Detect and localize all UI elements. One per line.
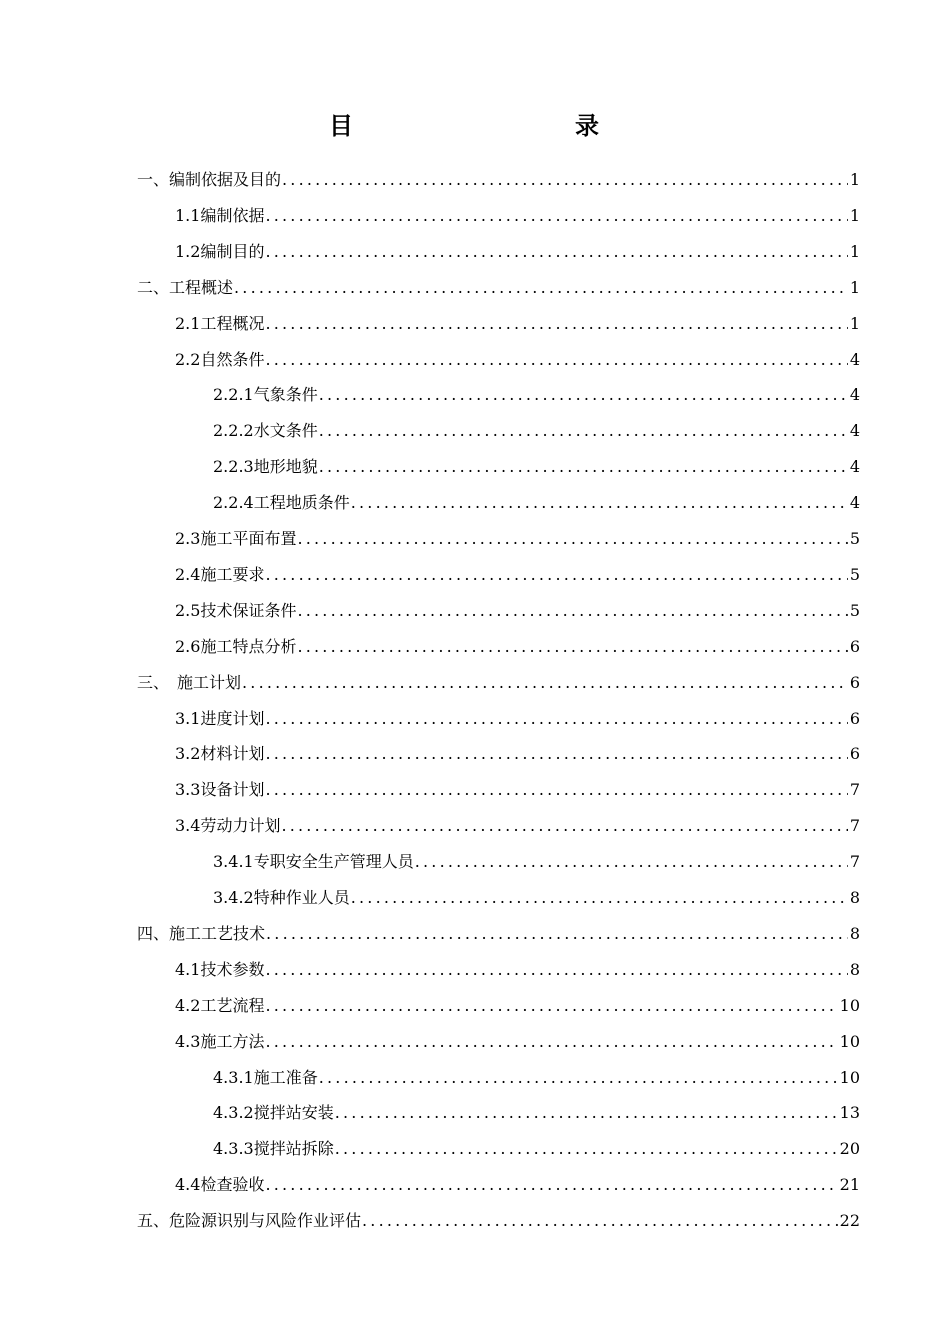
toc-entry[interactable] bbox=[175, 593, 860, 629]
toc-entry[interactable] bbox=[175, 629, 860, 665]
toc-entry[interactable] bbox=[213, 1131, 860, 1167]
dot-leader bbox=[319, 1060, 838, 1096]
toc-entry[interactable] bbox=[213, 377, 860, 413]
toc-entry-label: 五、危险源识别与风险作业评估 bbox=[137, 1211, 362, 1231]
dot-leader bbox=[351, 485, 848, 521]
dot-leader bbox=[362, 1203, 838, 1239]
toc-entry[interactable] bbox=[213, 449, 860, 485]
toc-entry[interactable] bbox=[175, 306, 860, 342]
toc-entry[interactable] bbox=[175, 557, 860, 593]
toc-entry-page-number: 4 bbox=[849, 349, 860, 369]
toc-entry-page-number: 7 bbox=[849, 816, 860, 836]
toc-entry[interactable] bbox=[137, 1203, 860, 1239]
toc-entry-page-number: 1 bbox=[849, 241, 860, 261]
toc-entry[interactable] bbox=[175, 808, 860, 844]
toc-entry-label: 二、工程概述 bbox=[137, 277, 234, 297]
toc-entry-label: 2.5技术保证条件 bbox=[175, 600, 297, 620]
dot-leader bbox=[265, 198, 847, 234]
toc-entry-page-number: 7 bbox=[849, 780, 860, 800]
toc-entry-label: 4.3.1施工准备 bbox=[213, 1067, 318, 1087]
dot-leader bbox=[242, 665, 848, 701]
toc-entry[interactable] bbox=[175, 952, 860, 988]
toc-entry[interactable] bbox=[175, 521, 860, 557]
toc-entry-page-number: 8 bbox=[849, 959, 860, 979]
toc-entry-label: 2.2.1气象条件 bbox=[213, 385, 318, 405]
dot-leader bbox=[319, 413, 848, 449]
toc-entry-label: 4.1技术参数 bbox=[175, 959, 265, 979]
toc-entry-label: 3.4.2特种作业人员 bbox=[213, 888, 350, 907]
toc-entry-label: 3.1进度计划 bbox=[175, 708, 265, 728]
toc-entry-label: 2.6施工特点分析 bbox=[175, 636, 297, 656]
toc-entry-page-number: 1 bbox=[849, 170, 860, 189]
toc-entry[interactable] bbox=[137, 270, 860, 306]
dot-leader bbox=[335, 1095, 838, 1131]
toc-entry-page-number: 1 bbox=[849, 277, 860, 297]
dot-leader bbox=[265, 701, 847, 737]
dot-leader bbox=[265, 1167, 837, 1203]
toc-entry-page-number: 10 bbox=[839, 995, 860, 1015]
toc-entry-label: 一、编制依据及目的 bbox=[137, 170, 282, 189]
toc-entry[interactable] bbox=[137, 916, 860, 952]
toc-entry-label: 1.2编制目的 bbox=[175, 241, 265, 261]
toc-entry-label: 4.3.3搅拌站拆除 bbox=[213, 1139, 334, 1159]
dot-leader bbox=[297, 593, 847, 629]
toc-entry-label: 2.3施工平面布置 bbox=[175, 529, 297, 548]
toc-entry-label: 2.2自然条件 bbox=[175, 349, 265, 369]
toc-title: 目 录 bbox=[329, 111, 657, 140]
toc-entry[interactable] bbox=[175, 701, 860, 737]
toc-entry[interactable] bbox=[175, 342, 860, 378]
toc-entry-label: 三、 施工计划 bbox=[137, 672, 242, 692]
toc-entry-label: 2.2.3地形地貌 bbox=[213, 457, 318, 477]
toc-entry-page-number: 5 bbox=[849, 564, 860, 584]
dot-leader bbox=[265, 736, 847, 772]
toc-entry[interactable] bbox=[137, 665, 860, 701]
toc-entry-page-number: 10 bbox=[839, 1067, 860, 1087]
dot-leader bbox=[351, 880, 848, 916]
toc-entry-label: 3.3设备计划 bbox=[175, 780, 265, 800]
toc-entry[interactable] bbox=[175, 234, 860, 270]
toc-entry-label: 1.1编制依据 bbox=[175, 205, 265, 225]
toc-entry[interactable] bbox=[213, 844, 860, 880]
toc-entry-page-number: 6 bbox=[849, 744, 860, 764]
toc-entry-label: 2.1工程概况 bbox=[175, 313, 265, 333]
toc-entry-page-number: 4 bbox=[849, 385, 860, 405]
toc-entry-label: 2.2.2水文条件 bbox=[213, 421, 318, 441]
toc-entry[interactable] bbox=[213, 485, 860, 521]
toc-entry-page-number: 6 bbox=[849, 708, 860, 728]
dot-leader bbox=[282, 162, 848, 198]
toc-entry-page-number: 7 bbox=[849, 852, 860, 872]
toc-entry[interactable] bbox=[175, 198, 860, 234]
toc-entry-label: 4.2工艺流程 bbox=[175, 995, 265, 1015]
toc-entry-page-number: 6 bbox=[849, 672, 860, 692]
toc-entry[interactable] bbox=[175, 736, 860, 772]
toc-entry-label: 4.4检查验收 bbox=[175, 1175, 265, 1195]
dot-leader bbox=[265, 952, 847, 988]
toc-entry[interactable] bbox=[175, 988, 860, 1024]
toc-entry-page-number: 5 bbox=[849, 600, 860, 620]
toc-entry[interactable] bbox=[213, 1095, 860, 1131]
dot-leader bbox=[265, 557, 847, 593]
toc-entry-page-number: 5 bbox=[849, 529, 860, 548]
toc-entry-page-number: 4 bbox=[849, 493, 860, 513]
dot-leader bbox=[234, 270, 848, 306]
toc-entry-page-number: 20 bbox=[839, 1139, 860, 1159]
toc-entry[interactable] bbox=[175, 1024, 860, 1060]
toc-entry-label: 4.3.2搅拌站安装 bbox=[213, 1103, 334, 1123]
toc-entry-page-number: 13 bbox=[839, 1103, 860, 1123]
dot-leader bbox=[297, 629, 847, 665]
dot-leader bbox=[265, 988, 837, 1024]
toc-entry-page-number: 21 bbox=[839, 1175, 860, 1195]
toc-entry-label: 3.2材料计划 bbox=[175, 744, 265, 764]
toc-entry-label: 2.2.4工程地质条件 bbox=[213, 493, 350, 513]
toc-entry[interactable] bbox=[213, 1060, 860, 1096]
dot-leader bbox=[265, 772, 847, 808]
toc-entry-label: 四、施工工艺技术 bbox=[137, 923, 266, 943]
dot-leader bbox=[265, 342, 847, 378]
toc-entry-page-number: 10 bbox=[839, 1031, 860, 1051]
dot-leader bbox=[415, 844, 848, 880]
dot-leader bbox=[265, 1024, 837, 1060]
dot-leader bbox=[335, 1131, 838, 1167]
toc-entry-page-number: 22 bbox=[839, 1211, 860, 1231]
toc-entry-label: 3.4劳动力计划 bbox=[175, 816, 281, 836]
toc-entry[interactable] bbox=[213, 413, 860, 449]
toc-entry-page-number: 8 bbox=[849, 888, 860, 907]
dot-leader bbox=[319, 449, 848, 485]
dot-leader bbox=[266, 916, 848, 952]
toc-entry-page-number: 1 bbox=[849, 205, 860, 225]
toc-entry[interactable] bbox=[137, 162, 860, 198]
toc-entry-label: 2.4施工要求 bbox=[175, 564, 265, 584]
dot-leader bbox=[319, 377, 848, 413]
toc-entry-label: 4.3施工方法 bbox=[175, 1031, 265, 1051]
dot-leader bbox=[281, 808, 847, 844]
toc-entry-page-number: 4 bbox=[849, 421, 860, 441]
toc-entry-page-number: 1 bbox=[849, 313, 860, 333]
toc-entry-page-number: 6 bbox=[849, 636, 860, 656]
toc-entry[interactable] bbox=[175, 1167, 860, 1203]
toc-entry-page-number: 8 bbox=[849, 923, 860, 943]
dot-leader bbox=[265, 306, 847, 342]
toc-entry-label: 3.4.1专职安全生产管理人员 bbox=[213, 852, 414, 872]
toc-entry[interactable] bbox=[213, 880, 860, 916]
toc-entry[interactable] bbox=[175, 772, 860, 808]
dot-leader bbox=[265, 234, 847, 270]
toc-entry-page-number: 4 bbox=[849, 457, 860, 477]
dot-leader bbox=[297, 521, 847, 557]
